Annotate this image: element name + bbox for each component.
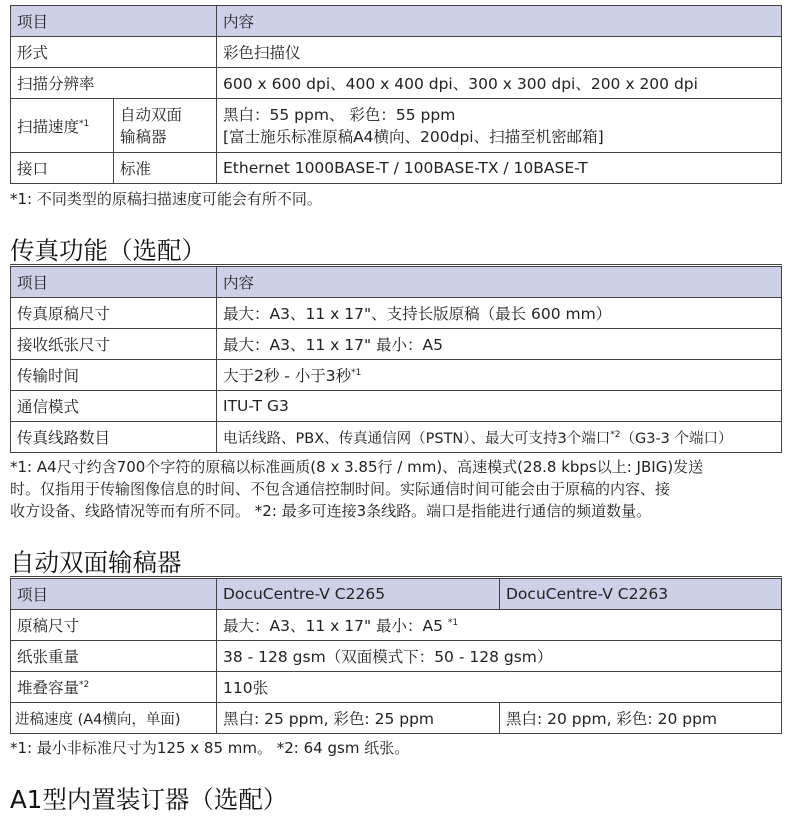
adf-spec-table bbox=[10, 578, 782, 734]
table-row bbox=[11, 703, 782, 734]
row-value-c2263: 黑白: 20 ppm, 彩色: 20 ppm bbox=[500, 703, 782, 734]
row-sub-label: 标准 bbox=[114, 153, 217, 184]
value-text: 大于2秒 - 小于3秒 bbox=[223, 367, 352, 385]
fax-section-heading: 传真功能（选配） bbox=[10, 236, 206, 265]
row-label: 进稿速度 (A4横向，单面) bbox=[11, 703, 217, 734]
value-line: [富士施乐标准原稿A4横向、200dpi、扫描至机密邮箱] bbox=[223, 127, 604, 146]
row-value bbox=[217, 99, 782, 153]
heading-rule bbox=[10, 264, 782, 265]
row-value: 38 - 128 gsm（双面模式下：50 - 128 gsm） bbox=[217, 641, 782, 672]
header-item: 项目 bbox=[11, 579, 217, 610]
finisher-section-heading: A1型内置装订器（选配） bbox=[10, 785, 288, 814]
row-label bbox=[11, 672, 217, 703]
table-header-row bbox=[11, 579, 782, 610]
table-header-row bbox=[11, 6, 782, 37]
footnote-marker: *1 bbox=[79, 118, 90, 129]
fax-spec-table bbox=[10, 266, 782, 453]
row-label: 传真线路数目 bbox=[11, 422, 217, 453]
footnote-marker: *2 bbox=[610, 429, 621, 440]
adf-section-heading: 自动双面输稿器 bbox=[10, 548, 182, 577]
row-value: 彩色扫描仪 bbox=[217, 37, 782, 68]
row-label: 传输时间 bbox=[11, 360, 217, 391]
label-text: 堆叠容量 bbox=[17, 679, 80, 697]
table-row bbox=[11, 99, 782, 153]
value-line: 黑白：55 ppm、 彩色：55 ppm bbox=[223, 105, 456, 124]
row-value bbox=[217, 610, 782, 641]
row-value: 最大：A3、11 x 17" 最小：A5 bbox=[217, 329, 782, 360]
table-header-row bbox=[11, 267, 782, 298]
table-row bbox=[11, 360, 782, 391]
row-label: 接口 bbox=[11, 153, 114, 184]
header-model-c2263: DocuCentre-V C2263 bbox=[500, 579, 782, 610]
row-value-c2265: 黑白: 25 ppm, 彩色: 25 ppm bbox=[217, 703, 500, 734]
table-row bbox=[11, 37, 782, 68]
table-row bbox=[11, 68, 782, 99]
value-text: 最大：A3、11 x 17" 最小：A5 bbox=[223, 617, 448, 635]
row-label: 通信模式 bbox=[11, 391, 217, 422]
sub-label-line: 输稿器 bbox=[120, 127, 167, 146]
row-value: ITU-T G3 bbox=[217, 391, 782, 422]
scan-spec-table bbox=[10, 5, 782, 184]
header-item: 项目 bbox=[11, 267, 217, 298]
header-model-c2265: DocuCentre-V C2265 bbox=[217, 579, 500, 610]
row-sub-label bbox=[114, 99, 217, 153]
footnote-line: *1: A4尺寸约含700个字符的原稿以标准画质(8 x 3.85行 / mm)、高速模式(28.8 kbps以上: JBIG)发送 bbox=[10, 458, 704, 476]
row-value: Ethernet 1000BASE-T / 100BASE-TX / 10BASE-T bbox=[217, 153, 782, 184]
footnote-marker: *1 bbox=[447, 617, 459, 628]
row-label bbox=[11, 99, 114, 153]
table-row bbox=[11, 329, 782, 360]
table-row bbox=[11, 610, 782, 641]
row-value: 110张 bbox=[217, 672, 782, 703]
row-value bbox=[217, 422, 782, 453]
footnote-marker: *1 bbox=[351, 367, 362, 378]
heading-rule bbox=[10, 576, 782, 577]
fax-footnote bbox=[10, 456, 785, 522]
row-value: 600 x 600 dpi、400 x 400 dpi、300 x 300 dpi、200 x 200 dpi bbox=[217, 68, 782, 99]
table-row bbox=[11, 672, 782, 703]
table-row bbox=[11, 153, 782, 184]
row-label: 接收纸张尺寸 bbox=[11, 329, 217, 360]
row-value bbox=[217, 360, 782, 391]
header-content: 内容 bbox=[217, 6, 782, 37]
table-row bbox=[11, 298, 782, 329]
row-label: 扫描分辨率 bbox=[11, 68, 217, 99]
scan-footnote: *1: 不同类型的原稿扫描速度可能会有所不同。 bbox=[10, 190, 322, 208]
speed-label: 扫描速度 bbox=[17, 117, 80, 136]
header-content: 内容 bbox=[217, 267, 782, 298]
row-label: 纸张重量 bbox=[11, 641, 217, 672]
value-tail: （G3-3 个端口） bbox=[620, 430, 733, 447]
row-label: 原稿尺寸 bbox=[11, 610, 217, 641]
value-text: 电话线路、PBX、传真通信网（PSTN）、最大可支持3个端口 bbox=[223, 430, 611, 447]
header-item: 项目 bbox=[11, 6, 217, 37]
adf-footnote: *1: 最小非标准尺寸为125 x 85 mm。 *2: 64 gsm 纸张。 bbox=[10, 739, 410, 757]
footnote-line: 时。仅指用于传输图像信息的时间、不包含通信控制时间。实际通信时间可能会由于原稿的内容、接 bbox=[10, 480, 671, 498]
footnote-line: 收方设备、线路情况等而有所不同。 *2: 最多可连接3条线路。端口是指能进行通信的频道数量。 bbox=[10, 502, 652, 520]
sub-label-line: 自动双面 bbox=[120, 105, 183, 124]
table-row bbox=[11, 391, 782, 422]
footnote-marker: *2 bbox=[79, 679, 90, 690]
table-row bbox=[11, 422, 782, 453]
table-row bbox=[11, 641, 782, 672]
row-value: 最大：A3、11 x 17"、支持长版原稿（最长 600 mm） bbox=[217, 298, 782, 329]
row-label: 形式 bbox=[11, 37, 217, 68]
row-label: 传真原稿尺寸 bbox=[11, 298, 217, 329]
